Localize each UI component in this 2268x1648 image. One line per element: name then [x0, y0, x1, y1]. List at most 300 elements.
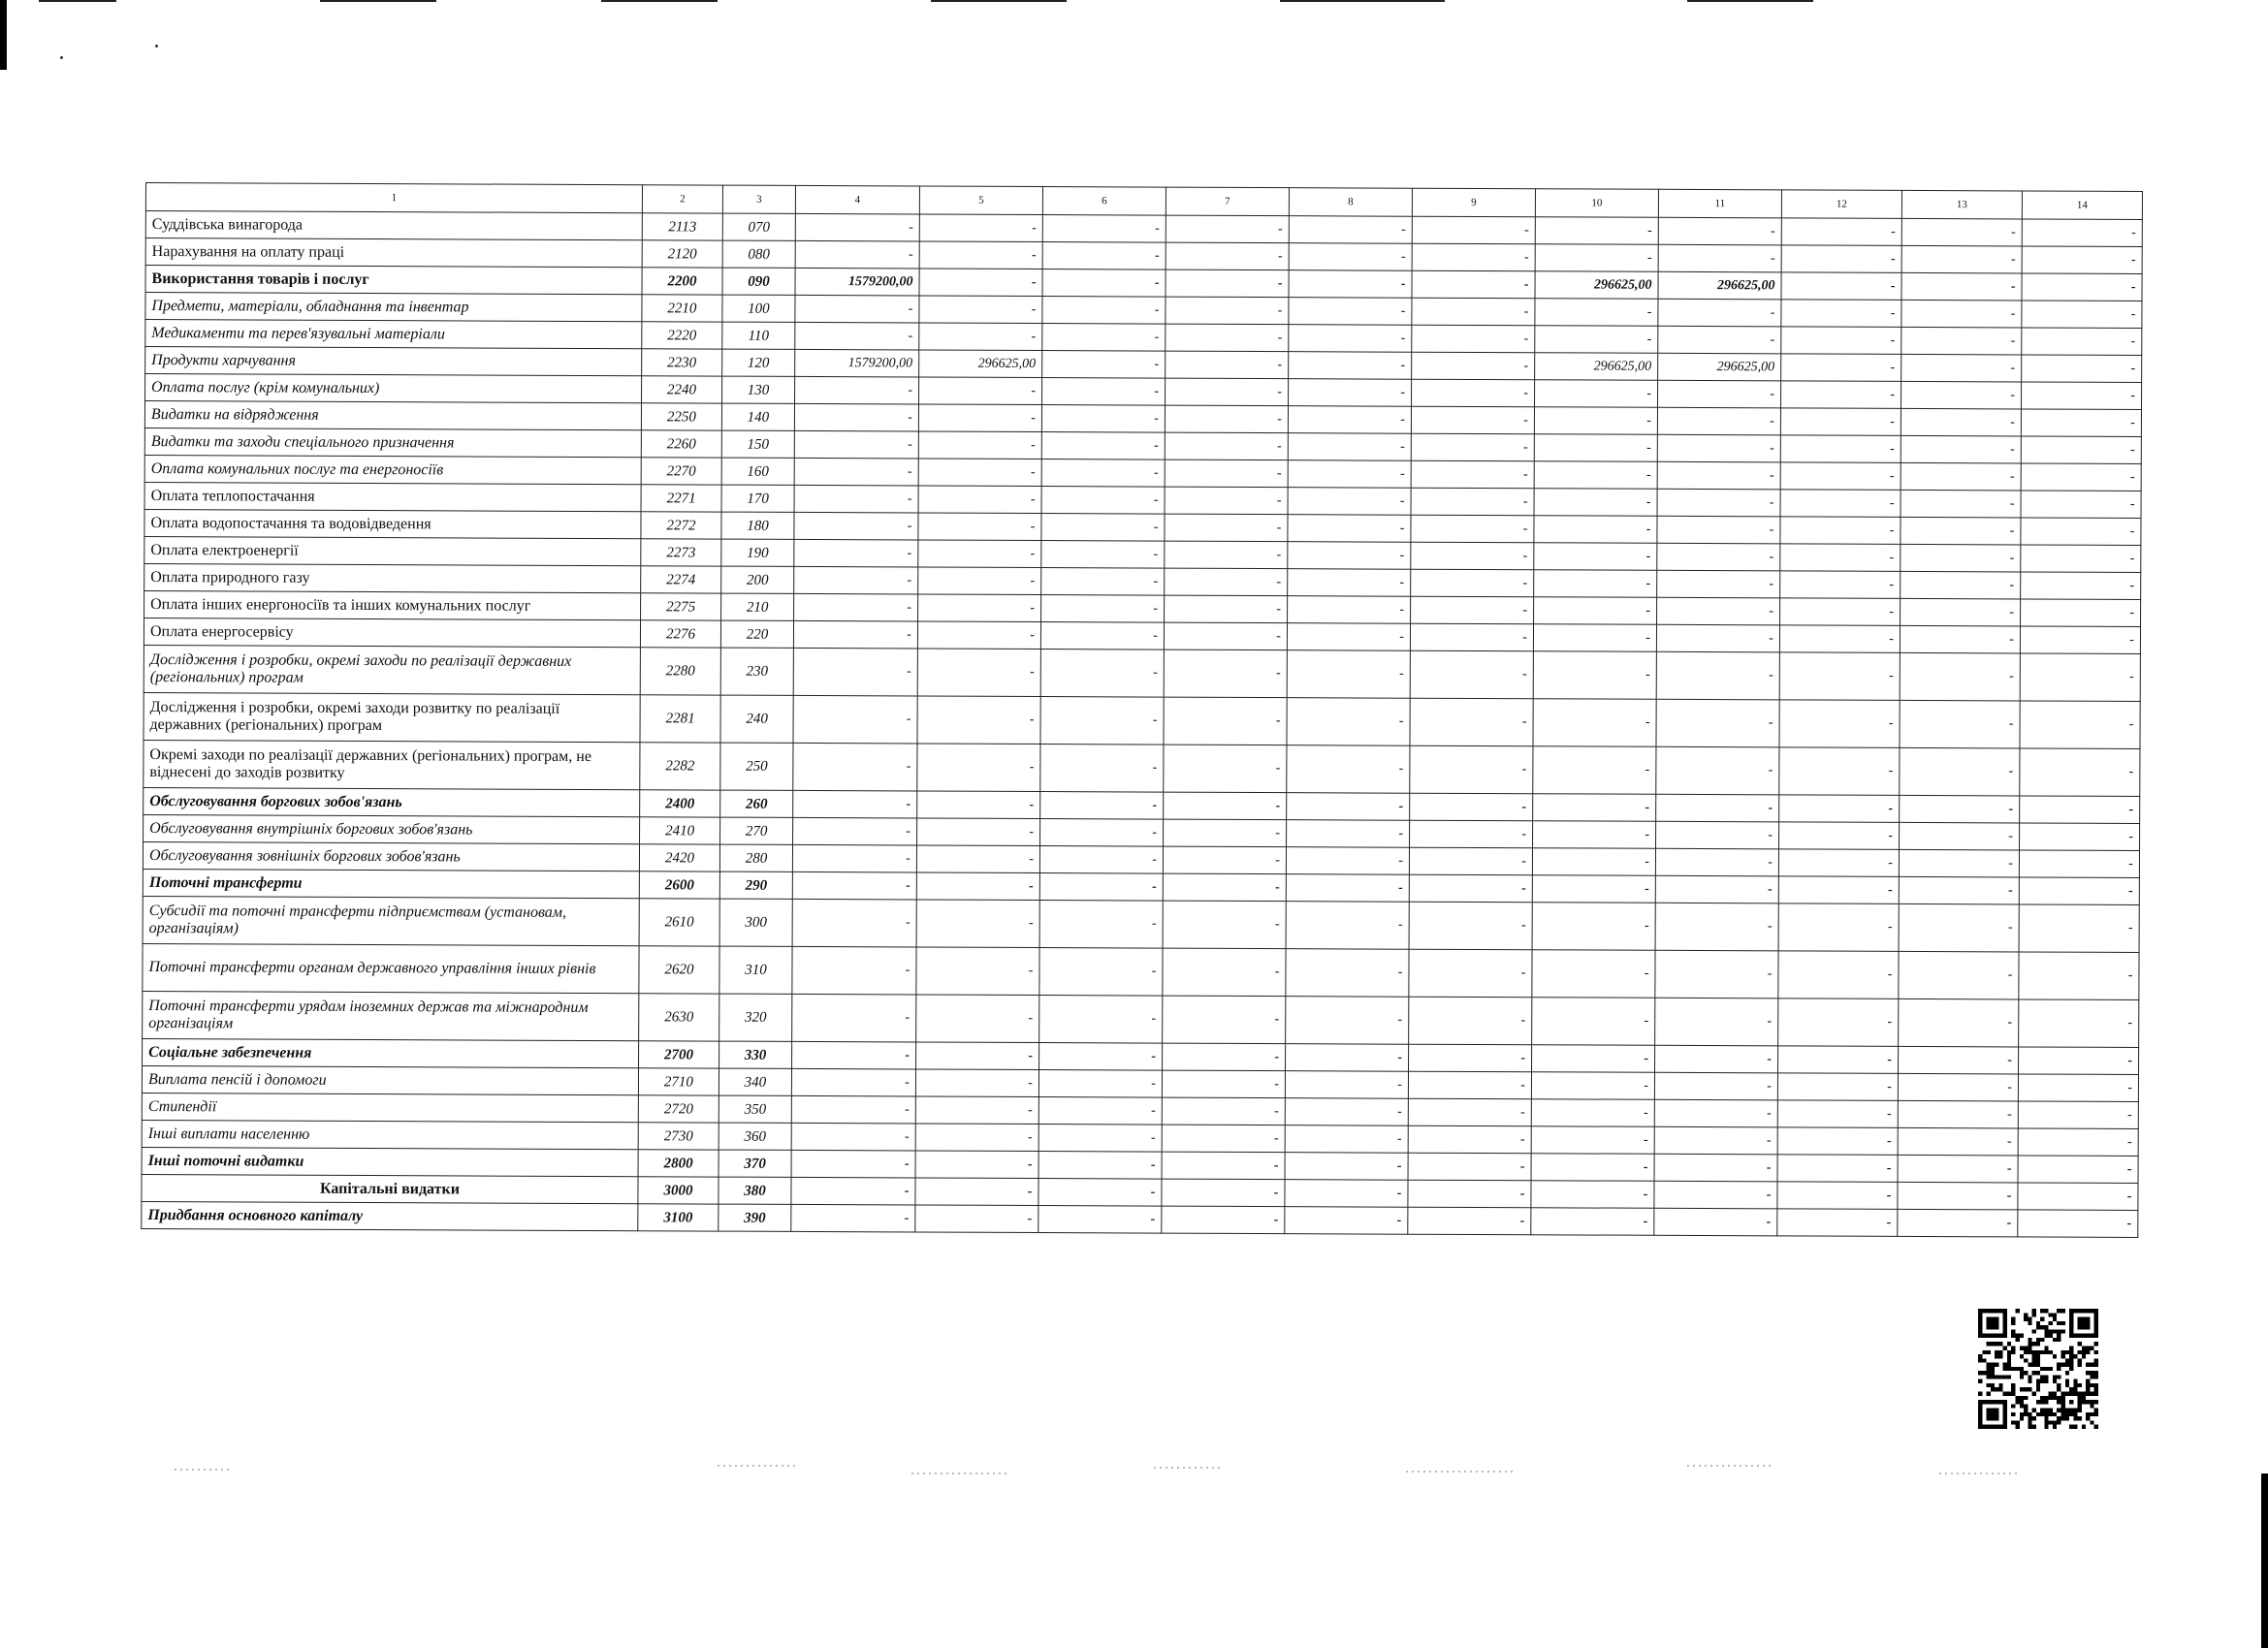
value-cell-col-9: -	[1412, 352, 1535, 380]
value-cell-col-9: -	[1412, 216, 1535, 244]
row-label: Оплата комунальних послуг та енергоносіїв	[144, 455, 641, 484]
value-cell-col-10: -	[1532, 1045, 1655, 1073]
value-cell-col-14: -	[2021, 463, 2141, 491]
row-label: Оплата водопостачання та водовідведення	[144, 509, 641, 538]
value-cell-col-9: -	[1412, 243, 1535, 271]
line-code: 100	[722, 295, 795, 322]
value-cell-col-9: -	[1409, 949, 1532, 998]
kekv-code: 2700	[639, 1041, 719, 1068]
value-cell-col-4: -	[794, 430, 918, 459]
value-cell-col-7: -	[1163, 901, 1286, 949]
value-cell-col-4: -	[791, 1204, 915, 1232]
line-code: 080	[722, 240, 795, 268]
value-cell-col-9: -	[1410, 623, 1533, 651]
scan-edge-right	[2261, 1474, 2268, 1648]
line-code: 320	[719, 994, 792, 1041]
value-cell-col-5: -	[918, 567, 1041, 595]
value-cell-col-14: -	[2021, 599, 2141, 627]
value-cell-col-6: -	[1041, 460, 1165, 488]
value-cell-col-9: -	[1408, 1180, 1531, 1208]
row-label: Оплата послуг (крім комунальних)	[145, 374, 642, 403]
value-cell-col-9: -	[1412, 298, 1535, 326]
kekv-code: 2240	[642, 376, 722, 403]
kekv-code: 2620	[639, 946, 719, 994]
table-row	[144, 692, 2140, 748]
value-cell-col-9: -	[1411, 569, 1534, 597]
row-label: Інші виплати населенню	[142, 1120, 638, 1149]
value-cell-col-12: -	[1779, 700, 1900, 748]
value-cell-col-13: -	[1900, 700, 2020, 748]
value-cell-col-9: -	[1408, 1071, 1531, 1099]
value-cell-col-13: -	[1901, 354, 2022, 382]
value-cell-col-13: -	[1901, 490, 2021, 518]
value-cell-col-13: -	[1900, 822, 2020, 850]
value-cell-col-4: -	[794, 566, 918, 594]
value-cell-col-6: -	[1039, 873, 1163, 902]
qr-code-icon	[1978, 1309, 2098, 1429]
value-cell-col-4: -	[791, 1177, 915, 1205]
value-cell-col-11: -	[1654, 1126, 1777, 1155]
value-cell-col-6: -	[1039, 996, 1163, 1044]
value-cell-col-6: -	[1040, 697, 1164, 745]
value-cell-col-5: -	[918, 486, 1041, 514]
row-label: Поточні трансферти	[143, 869, 639, 898]
value-cell-col-6: -	[1038, 1125, 1162, 1153]
kekv-code: 2210	[642, 295, 722, 322]
value-cell-col-5: -	[915, 1069, 1038, 1097]
value-cell-col-12: -	[1778, 998, 1899, 1047]
value-cell-col-9: -	[1412, 325, 1535, 353]
value-cell-col-11: -	[1657, 570, 1780, 598]
value-cell-col-5: -	[918, 459, 1041, 487]
value-cell-col-10: 296625,00	[1535, 271, 1658, 300]
value-cell-col-8: -	[1287, 745, 1410, 794]
value-cell-col-11: -	[1657, 407, 1780, 435]
value-cell-col-11: -	[1658, 244, 1781, 272]
value-cell-col-6: -	[1042, 297, 1166, 325]
kekv-code: 2276	[640, 620, 720, 648]
column-number-8: 8	[1289, 188, 1412, 217]
value-cell-col-10: -	[1535, 244, 1658, 272]
value-cell-col-6: -	[1042, 215, 1166, 243]
value-cell-col-10: -	[1535, 380, 1658, 408]
value-cell-col-5: -	[918, 513, 1041, 541]
value-cell-col-4: -	[791, 1123, 915, 1151]
value-cell-col-6: -	[1040, 745, 1164, 793]
row-label: Обслуговування зовнішніх боргових зобов'язань	[143, 841, 639, 871]
kekv-code: 2420	[639, 844, 719, 872]
value-cell-col-11: -	[1655, 903, 1778, 951]
line-code: 180	[721, 512, 794, 539]
row-label: Нарахування на оплату праці	[145, 238, 642, 268]
value-cell-col-7: -	[1164, 697, 1287, 745]
scan-edge-left	[0, 0, 7, 70]
value-cell-col-11: -	[1654, 1208, 1777, 1236]
value-cell-col-11: -	[1655, 998, 1778, 1046]
value-cell-col-13: -	[1901, 272, 2022, 301]
value-cell-col-14: -	[2021, 545, 2141, 573]
value-cell-col-9: -	[1409, 902, 1532, 950]
value-cell-col-10: -	[1531, 1208, 1654, 1236]
value-cell-col-13: -	[1900, 795, 2020, 823]
value-cell-col-13: -	[1901, 327, 2022, 355]
value-cell-col-12: -	[1781, 218, 1901, 246]
value-cell-col-14: -	[2019, 850, 2139, 878]
kekv-code: 2271	[641, 485, 721, 512]
value-cell-col-11: -	[1654, 1181, 1777, 1209]
value-cell-col-12: -	[1779, 625, 1900, 653]
value-cell-col-6: -	[1040, 622, 1164, 650]
value-cell-col-6: -	[1041, 541, 1165, 569]
kekv-code: 2230	[642, 349, 722, 376]
value-cell-col-8: -	[1285, 1125, 1408, 1154]
value-cell-col-6: -	[1041, 595, 1165, 623]
column-number-5: 5	[919, 186, 1042, 215]
value-cell-col-11: -	[1654, 1154, 1777, 1182]
value-cell-col-11: -	[1655, 848, 1778, 876]
kekv-code: 2270	[641, 458, 721, 485]
row-label: Предмети, матеріали, обладнання та інвентар	[145, 293, 642, 322]
value-cell-col-14: -	[2022, 246, 2142, 274]
value-cell-col-12: -	[1777, 1155, 1898, 1183]
kekv-code: 2200	[642, 268, 722, 295]
value-cell-col-14: -	[2021, 572, 2141, 600]
value-cell-col-4: -	[792, 899, 916, 947]
value-cell-col-11: -	[1656, 699, 1779, 747]
value-cell-col-8: -	[1285, 1180, 1408, 1208]
row-label: Оплата теплопостачання	[144, 482, 641, 511]
value-cell-col-14: -	[2018, 1101, 2138, 1129]
row-label: Інші поточні видатки	[142, 1147, 638, 1176]
value-cell-col-9: -	[1412, 270, 1535, 299]
value-cell-col-7: -	[1164, 622, 1287, 650]
value-cell-col-5: -	[917, 791, 1040, 819]
line-code: 110	[722, 322, 795, 349]
value-cell-col-10: -	[1531, 1154, 1654, 1182]
value-cell-col-5: -	[916, 995, 1039, 1043]
value-cell-col-6: -	[1039, 1043, 1163, 1071]
value-cell-col-7: -	[1166, 324, 1289, 352]
value-cell-col-6: -	[1042, 242, 1166, 270]
line-code: 250	[720, 743, 793, 790]
value-cell-col-11: -	[1656, 651, 1779, 700]
value-cell-col-4: -	[793, 648, 917, 696]
kekv-code: 2800	[638, 1150, 719, 1177]
value-cell-col-4: -	[793, 817, 917, 845]
value-cell-col-8: -	[1289, 352, 1412, 380]
value-cell-col-7: -	[1162, 1152, 1285, 1180]
value-cell-col-12: -	[1781, 381, 1901, 409]
line-code: 390	[719, 1204, 791, 1231]
value-cell-col-12: -	[1781, 272, 1901, 301]
value-cell-col-5: -	[915, 1124, 1038, 1152]
value-cell-col-7: -	[1164, 792, 1287, 820]
value-cell-col-9: -	[1411, 406, 1534, 434]
value-cell-col-4: -	[792, 946, 916, 995]
value-cell-col-12: -	[1778, 951, 1899, 999]
value-cell-col-5: -	[918, 431, 1041, 460]
value-cell-col-5: -	[919, 269, 1042, 297]
value-cell-col-10: -	[1534, 597, 1657, 625]
table-row	[143, 896, 2139, 952]
row-label: Соціальне забезпечення	[143, 1038, 639, 1067]
value-cell-col-4: 1579200,00	[795, 349, 919, 377]
line-code: 190	[721, 539, 794, 566]
row-label: Оплата інших енергоносіїв та інших комунальних послуг	[144, 590, 641, 619]
value-cell-col-10: -	[1535, 217, 1658, 245]
value-cell-col-4: -	[794, 458, 918, 486]
value-cell-col-13: -	[1901, 408, 2021, 436]
value-cell-col-9: -	[1410, 820, 1533, 848]
value-cell-col-11: -	[1655, 1045, 1778, 1073]
value-cell-col-10: -	[1534, 543, 1657, 571]
line-code: 170	[721, 485, 794, 512]
value-cell-col-4: -	[794, 512, 918, 540]
value-cell-col-13: -	[1901, 300, 2022, 328]
value-cell-col-7: -	[1163, 948, 1286, 997]
kekv-code: 2260	[641, 430, 721, 458]
value-cell-col-13: -	[1899, 903, 2019, 952]
value-cell-col-11: -	[1658, 217, 1781, 245]
value-cell-col-4: -	[795, 322, 919, 350]
value-cell-col-14: -	[2020, 823, 2140, 851]
value-cell-col-5: -	[919, 296, 1042, 324]
column-number-9: 9	[1412, 188, 1535, 217]
value-cell-col-12: -	[1779, 652, 1900, 701]
kekv-code: 2250	[641, 403, 721, 430]
row-label: Дослідження і розробки, окремі заходи розвитку по реалізації державних (регіональних) програм	[144, 692, 640, 742]
value-cell-col-11: -	[1657, 597, 1780, 625]
line-code: 340	[719, 1068, 791, 1095]
line-code: 360	[719, 1123, 791, 1150]
value-cell-col-13: -	[1898, 1127, 2018, 1156]
value-cell-col-8: -	[1289, 270, 1412, 299]
value-cell-col-14: -	[2020, 653, 2140, 702]
kekv-code: 2120	[642, 240, 722, 268]
kekv-code: 2274	[641, 566, 721, 593]
value-cell-col-9: -	[1410, 745, 1533, 794]
line-code: 140	[721, 403, 794, 430]
value-cell-col-6: -	[1042, 351, 1166, 379]
kekv-code: 2630	[639, 994, 719, 1041]
value-cell-col-8: -	[1288, 596, 1411, 624]
row-label: Продукти харчування	[145, 347, 642, 376]
row-label: Обслуговування боргових зобов'язань	[144, 787, 640, 816]
value-cell-col-13: -	[1898, 1209, 2018, 1237]
value-cell-col-9: -	[1408, 1153, 1531, 1181]
value-cell-col-14: -	[2021, 436, 2141, 464]
value-cell-col-12: -	[1777, 1073, 1898, 1101]
value-cell-col-8: -	[1286, 997, 1409, 1045]
value-cell-col-5: -	[919, 323, 1042, 351]
value-cell-col-7: -	[1166, 297, 1289, 325]
table-row	[143, 943, 2139, 999]
value-cell-col-11: -	[1657, 434, 1780, 462]
kekv-code: 2730	[638, 1123, 719, 1150]
value-cell-col-7: -	[1164, 650, 1287, 698]
value-cell-col-4: -	[793, 790, 917, 818]
value-cell-col-6: -	[1042, 269, 1166, 298]
row-label: Оплата електроенергії	[144, 536, 641, 565]
value-cell-col-10: -	[1532, 998, 1655, 1046]
value-cell-col-8: -	[1288, 542, 1411, 570]
line-code: 150	[721, 430, 794, 458]
line-code: 350	[719, 1095, 791, 1123]
value-cell-col-8: -	[1286, 1044, 1409, 1072]
value-cell-col-4: -	[794, 539, 918, 567]
value-cell-col-13: -	[1898, 1182, 2018, 1210]
column-number-2: 2	[642, 185, 722, 213]
value-cell-col-14: -	[2020, 626, 2140, 654]
value-cell-col-7: -	[1164, 819, 1287, 847]
value-cell-col-5: -	[918, 540, 1041, 568]
kekv-code: 2610	[639, 899, 719, 946]
value-cell-col-12: -	[1781, 327, 1901, 355]
value-cell-col-5: -	[918, 594, 1041, 622]
column-number-10: 10	[1535, 189, 1658, 218]
value-cell-col-12: -	[1777, 1209, 1898, 1237]
line-code: 120	[722, 349, 795, 376]
value-cell-col-10: -	[1531, 1072, 1654, 1100]
value-cell-col-5: -	[918, 404, 1041, 432]
value-cell-col-7: -	[1162, 1206, 1285, 1234]
value-cell-col-7: -	[1166, 269, 1289, 298]
line-code: 330	[719, 1041, 792, 1068]
value-cell-col-13: -	[1898, 1100, 2018, 1128]
line-code: 210	[721, 593, 794, 620]
value-cell-col-5: -	[919, 377, 1042, 405]
value-cell-col-6: -	[1038, 1070, 1162, 1098]
value-cell-col-13: -	[1901, 544, 2021, 572]
value-cell-col-5: -	[915, 1205, 1038, 1233]
line-code: 270	[720, 817, 793, 844]
value-cell-col-14: -	[2022, 219, 2142, 247]
value-cell-col-10: -	[1532, 848, 1655, 876]
value-cell-col-4: -	[794, 403, 918, 431]
column-number-4: 4	[795, 185, 919, 214]
value-cell-col-4: -	[792, 1041, 916, 1069]
value-cell-col-14: -	[2020, 701, 2140, 749]
column-number-12: 12	[1781, 190, 1901, 219]
value-cell-col-14: -	[2018, 1183, 2138, 1211]
value-cell-col-6: -	[1039, 846, 1163, 874]
kekv-code: 2280	[640, 648, 720, 695]
value-cell-col-4: -	[792, 872, 916, 900]
row-label: Капітальні видатки	[142, 1174, 638, 1203]
value-cell-col-8: -	[1288, 406, 1411, 434]
value-cell-col-8: -	[1286, 902, 1409, 950]
value-cell-col-13: -	[1898, 1073, 2018, 1101]
value-cell-col-7: -	[1166, 215, 1289, 243]
value-cell-col-13: -	[1901, 381, 2021, 409]
value-cell-col-12: -	[1778, 903, 1899, 952]
value-cell-col-11: -	[1658, 380, 1781, 408]
kekv-code: 2220	[642, 322, 722, 349]
value-cell-col-12: -	[1778, 1046, 1899, 1074]
value-cell-col-13: -	[1901, 462, 2021, 491]
value-cell-col-9: -	[1411, 433, 1534, 461]
kekv-code: 2272	[641, 512, 721, 539]
row-label: Виплата пенсій і допомоги	[142, 1065, 638, 1094]
value-cell-col-4: -	[791, 1068, 915, 1096]
row-label: Поточні трансферти органам державного управління інших рівнів	[143, 943, 639, 993]
line-code: 240	[720, 695, 793, 743]
value-cell-col-4: -	[794, 485, 918, 513]
value-cell-col-11: -	[1656, 624, 1779, 652]
value-cell-col-8: -	[1285, 1153, 1408, 1181]
value-cell-col-9: -	[1410, 793, 1533, 821]
kekv-code: 2720	[638, 1095, 719, 1123]
value-cell-col-12: -	[1779, 795, 1900, 823]
value-cell-col-7: -	[1165, 541, 1288, 569]
value-cell-col-10: -	[1531, 1126, 1654, 1155]
value-cell-col-5: -	[916, 947, 1039, 996]
value-cell-col-7: -	[1164, 745, 1287, 793]
value-cell-col-4: -	[794, 593, 918, 621]
value-cell-col-13: -	[1899, 998, 2019, 1047]
value-cell-col-12: -	[1780, 408, 1901, 436]
value-cell-col-7: -	[1163, 1043, 1286, 1071]
kekv-code: 3000	[638, 1177, 719, 1204]
column-number-7: 7	[1166, 187, 1289, 216]
value-cell-col-9: -	[1411, 460, 1534, 489]
value-cell-col-8: -	[1288, 460, 1411, 489]
value-cell-col-13: -	[1900, 747, 2020, 796]
value-cell-col-11: -	[1658, 299, 1781, 327]
value-cell-col-13: -	[1900, 652, 2020, 701]
kekv-code: 2273	[641, 539, 721, 566]
value-cell-col-7: -	[1162, 1179, 1285, 1207]
scan-speck	[155, 45, 158, 48]
value-cell-col-7: -	[1165, 432, 1288, 460]
value-cell-col-11: -	[1657, 489, 1780, 517]
value-cell-col-5: -	[917, 744, 1040, 792]
table-row	[144, 645, 2140, 701]
value-cell-col-11: -	[1657, 516, 1780, 544]
row-label: Використання товарів і послуг	[145, 266, 642, 295]
value-cell-col-10: -	[1534, 407, 1657, 435]
value-cell-col-8: -	[1287, 623, 1410, 651]
value-cell-col-14: -	[2022, 273, 2142, 301]
row-label: Окремі заходи по реалізації державних (регіональних) програм, не віднесені до заходів розвитку	[144, 740, 640, 789]
column-number-3: 3	[722, 185, 795, 213]
row-label: Видатки на відрядження	[144, 401, 641, 430]
value-cell-col-7: -	[1166, 378, 1289, 406]
value-cell-col-10: -	[1531, 1099, 1654, 1127]
value-cell-col-5: -	[916, 872, 1039, 901]
value-cell-col-8: -	[1287, 793, 1410, 821]
value-cell-col-14: -	[2020, 748, 2140, 797]
kekv-code: 2282	[640, 743, 720, 790]
value-cell-col-9: -	[1411, 596, 1534, 624]
value-cell-col-7: -	[1165, 405, 1288, 433]
value-cell-col-13: -	[1899, 1046, 2019, 1074]
value-cell-col-13: -	[1900, 625, 2020, 653]
value-cell-col-12: -	[1778, 849, 1899, 877]
value-cell-col-8: -	[1285, 1098, 1408, 1126]
row-label: Субсидії та поточні трансферти підприємствам (установам, організаціям)	[143, 896, 639, 945]
value-cell-col-11: -	[1657, 543, 1780, 571]
table-row	[143, 991, 2139, 1047]
value-cell-col-13: -	[1898, 1155, 2018, 1183]
value-cell-col-14: -	[2019, 1047, 2139, 1075]
value-cell-col-14: -	[2018, 1128, 2138, 1157]
value-cell-col-4: -	[795, 240, 919, 269]
value-cell-col-8: -	[1286, 874, 1409, 903]
value-cell-col-5: -	[915, 1151, 1038, 1179]
value-cell-col-6: -	[1041, 514, 1165, 542]
value-cell-col-9: -	[1408, 1098, 1531, 1126]
